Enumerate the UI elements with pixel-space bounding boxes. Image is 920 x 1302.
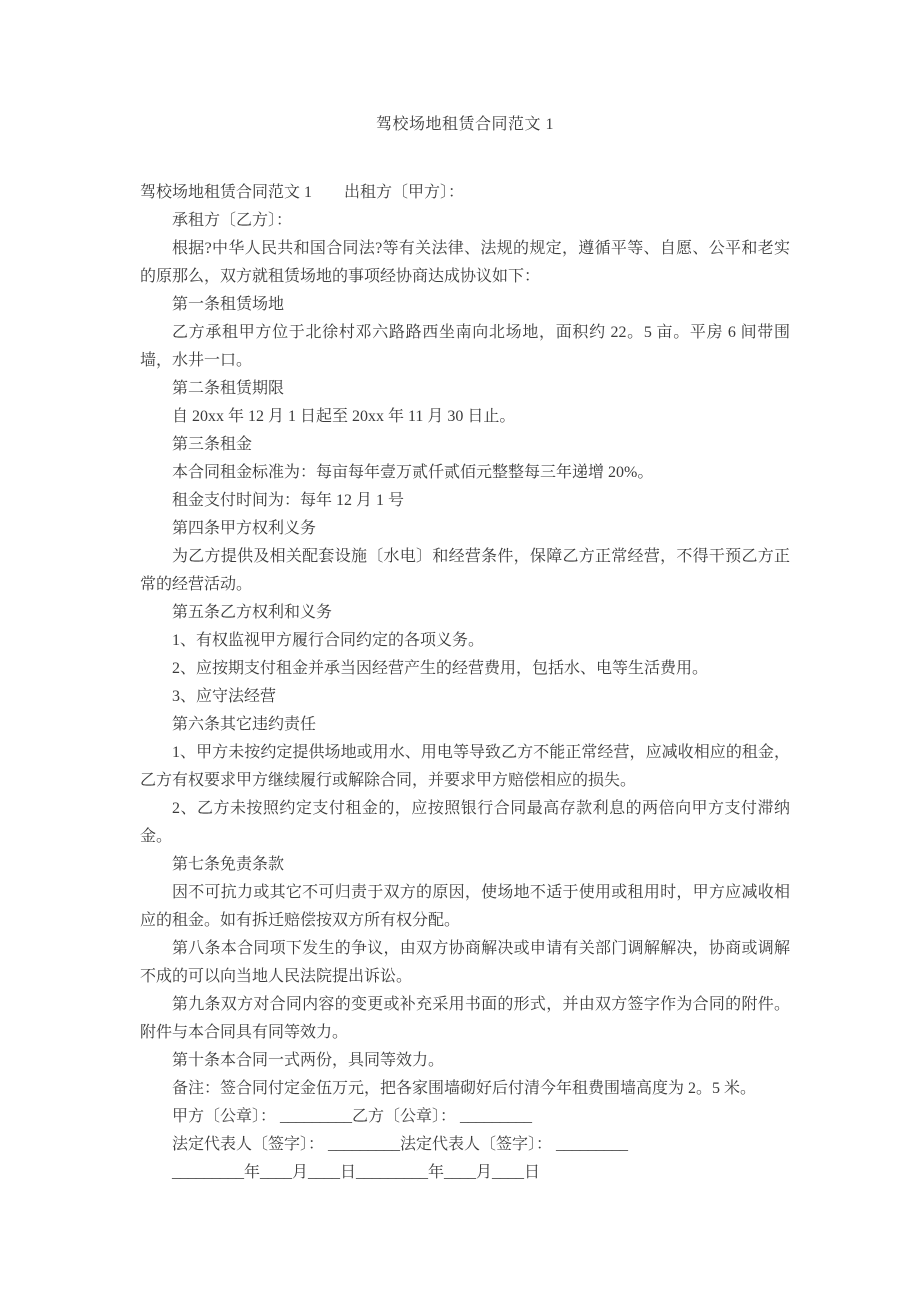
paragraph: 第七条免责条款 (172, 856, 285, 873)
document-title: 驾校场地租赁合同范文 1 (375, 116, 554, 133)
paragraph: 3、应守法经营 (172, 688, 277, 705)
paragraph: 第二条租赁期限 (172, 380, 285, 397)
paragraph: _________年____月____日_________年____月____日 (172, 1164, 541, 1181)
paragraph: 第十条本合同一式两份，具同等效力。 (172, 1052, 445, 1069)
paragraph: 甲方〔公章〕： _________乙方〔公章〕： _________ (172, 1108, 533, 1125)
paragraph: 2、乙方未按照约定支付租金的，应按照银行合同最高存款利息的两倍向甲方支付滞纳金。 (140, 800, 790, 845)
paragraph: 乙方承租甲方位于北徐村邓六路路西坐南向北场地，面积约 22。5 亩。平房 6 间带围墙，水井一口。 (140, 324, 790, 369)
paragraph: 为乙方提供及相关配套设施〔水电〕和经营条件，保障乙方正常经营，不得干预乙方正常的经营活动。 (140, 548, 790, 593)
paragraph: 第六条其它违约责任 (172, 716, 317, 733)
paragraph: 根据?中华人民共和国合同法?等有关法律、法规的规定，遵循平等、自愿、公平和老实的原那么，双方就租赁场地的事项经协商达成协议如下： (140, 240, 790, 285)
paragraph: 自 20xx 年 12 月 1 日起至 20xx 年 11 月 30 日止。 (172, 408, 516, 425)
paragraph: 承租方〔乙方〕： (172, 212, 293, 229)
paragraph: 驾校场地租赁合同范文 1 出租方〔甲方〕： (140, 184, 465, 201)
paragraph: 第一条租赁场地 (172, 296, 285, 313)
paragraph: 本合同租金标准为：每亩每年壹万贰仟贰佰元整整每三年递增 20%。 (172, 464, 654, 481)
paragraph: 第九条双方对合同内容的变更或补充采用书面的形式，并由双方签字作为合同的附件。附件与本合同具有同等效力。 (140, 996, 790, 1041)
paragraph: 备注：签合同付定金伍万元，把各家围墙砌好后付清今年租费围墙高度为 2。5 米。 (172, 1080, 757, 1097)
paragraph: 因不可抗力或其它不可归责于双方的原因，使场地不适于使用或租用时，甲方应减收相应的租金。如有拆迁赔偿按双方所有权分配。 (140, 884, 790, 929)
paragraph: 2、应按期支付租金并承当因经营产生的经营费用，包括水、电等生活费用。 (172, 660, 709, 677)
paragraph: 第四条甲方权利义务 (172, 520, 317, 537)
document-body (140, 179, 790, 1187)
paragraph: 第八条本合同项下发生的争议，由双方协商解决或申请有关部门调解解决，协商或调解不成的可以向当地人民法院提出诉讼。 (140, 940, 790, 985)
paragraph: 1、甲方未按约定提供场地或用水、用电等导致乙方不能正常经营，应减收相应的租金，乙方有权要求甲方继续履行或解除合同，并要求甲方赔偿相应的损失。 (140, 744, 790, 789)
paragraph: 第三条租金 (172, 436, 253, 453)
paragraph: 1、有权监视甲方履行合同约定的各项义务。 (172, 632, 485, 649)
paragraph: 法定代表人〔签字〕： _________法定代表人〔签字〕： _________ (172, 1136, 629, 1153)
paragraph: 租金支付时间为：每年 12 月 1 号 (172, 492, 405, 509)
paragraph: 第五条乙方权利和义务 (172, 604, 333, 621)
